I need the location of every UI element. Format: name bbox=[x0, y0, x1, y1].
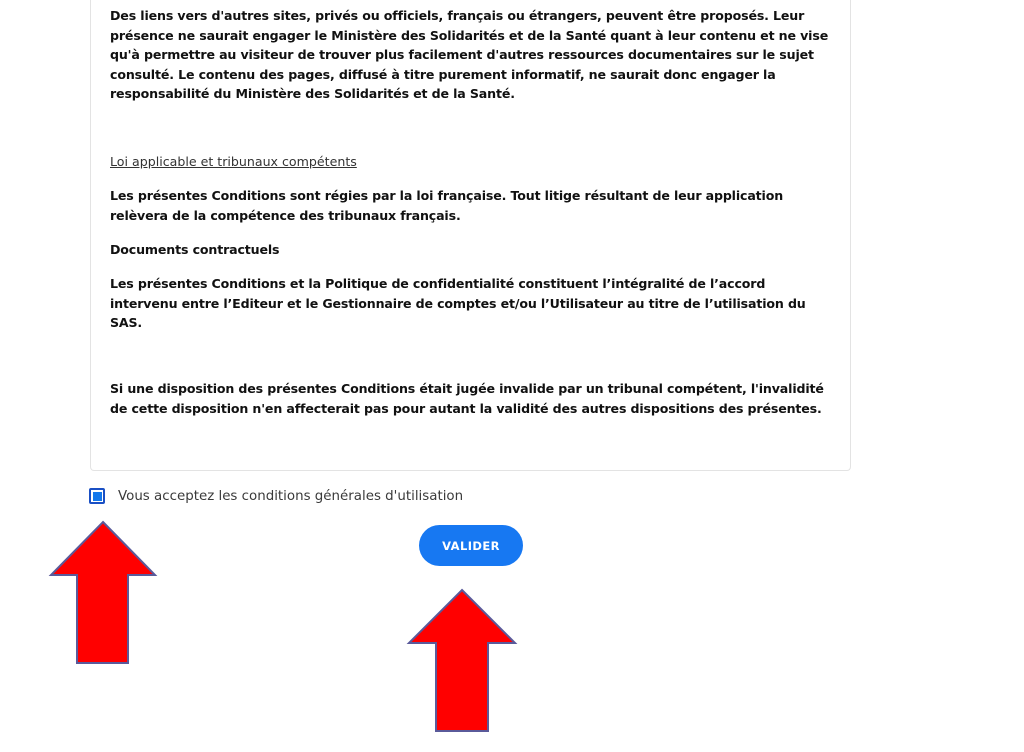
accept-terms-checkbox[interactable] bbox=[89, 488, 105, 504]
arrow-up-icon bbox=[406, 588, 518, 734]
terms-paragraph-links: Des liens vers d'autres sites, privés ou officiels, français ou étrangers, peuvent être proposés. Leur présence ne saurait engager le Ministère des Solidarités et de la Santé quant à leur contenu et ne vise qu'à permettre au visiteur de trouver plus facilement d'autres ressources documentaires sur le sujet consulté. Le contenu des pages, diffusé à titre purement informatif, ne saurait donc engager la responsabilité du Ministère des Solidarités et de la Santé. bbox=[110, 8, 829, 101]
accept-terms-row[interactable] bbox=[89, 486, 463, 506]
terms-paragraph-law: Les présentes Conditions sont régies par la loi française. Tout litige résultant de leur application relèvera de la compétence des tribunaux français. bbox=[110, 188, 784, 223]
terms-paragraph-documents: Les présentes Conditions et la Politique de confidentialité constituent l’intégralité de l’accord intervenu entre l’Editeur et le Gestionnaire de comptes et/ou l’Utilisateur au titre de l’utilisation du SAS. bbox=[110, 276, 806, 330]
accept-terms-label[interactable]: Vous acceptez les conditions générales d'utilisation bbox=[118, 488, 464, 504]
arrow-up-icon bbox=[48, 520, 158, 666]
section-title-documents: Documents contractuels bbox=[110, 242, 280, 257]
valider-button[interactable]: VALIDER bbox=[419, 525, 523, 566]
terms-scroll-box[interactable] bbox=[90, 0, 851, 471]
checkbox-checked-mark bbox=[93, 492, 102, 501]
section-title-law: Loi applicable et tribunaux compétents bbox=[110, 154, 357, 169]
terms-paragraph-invalid: Si une disposition des présentes Conditions était jugée invalide par un tribunal compétent, l'invalidité de cette disposition n'en affecterait pas pour autant la validité des autres dispositions des présentes. bbox=[110, 381, 824, 416]
